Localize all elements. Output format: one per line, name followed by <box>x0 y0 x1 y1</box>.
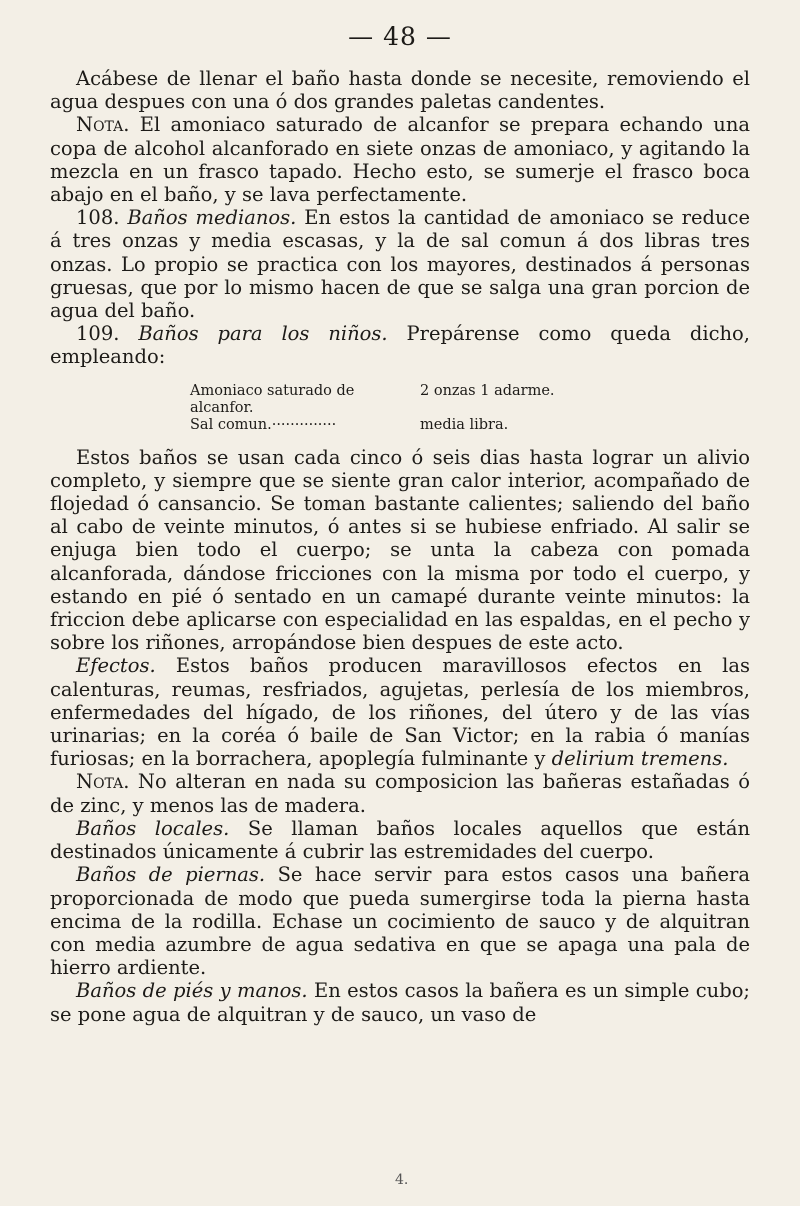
locales-title: Baños locales. <box>76 816 230 840</box>
recipe-row <box>190 383 750 417</box>
nota-label: Nota. <box>76 113 130 137</box>
piernas-text: Se hace servir para estos casos una bañera proporcionada de modo que pueda sumergirse toda la pierna hasta encima de la rodilla. Echase un cocimiento de sauco y de alquitran con media azumbre de agua sedativa en que se apaga una pala de hierro ardiente. <box>50 863 751 980</box>
paragraph-intro: Acábese de llenar el baño hasta donde se necesite, removiendo el agua despues con una ó dos grandes paletas candentes. <box>50 67 750 114</box>
pies-text: En estos casos la bañera es un simple cubo; se pone agua de alquitran y de sauco, un vaso de <box>50 979 751 1026</box>
piernas-title: Baños de piernas. <box>76 863 266 887</box>
paragraph-nota-1 <box>50 113 750 206</box>
section-title: Baños medianos. <box>127 206 297 230</box>
paragraph-usage: Estos baños se usan cada cinco ó seis dias hasta lograr un alivio completo, y siempre que se siente gran calor interior, acompañado de flojedad ó cansancio. Se toman bastante calientes; saliendo del baño al cabo de veinte minutos, ó antes si se hubiese enfriado. Al salir se enjuga bien todo el cuerpo; se unta la cabeza con pomada alcanforada, dándose fricciones con la misma por todo el cuerpo, y estando en pié ó sentado en un camapé durante veinte minutos: la friccion debe aplicarse con especialidad en las espaldas, en el pecho y sobre los riñones, arropándose bien despues de este acto. <box>50 445 750 655</box>
recipe-ingredient: Amoniaco saturado de alcanfor. <box>190 382 355 416</box>
locales-text: Se llaman baños locales aquellos que están destinados únicamente á cubrir las estremidades del cuerpo. <box>50 816 750 864</box>
recipe-quantity: media libra. <box>420 416 509 433</box>
paragraph-efectos <box>50 654 750 770</box>
recipe-ingredient: Sal comun.·············· <box>190 416 337 433</box>
page-number: — 48 — <box>348 22 452 51</box>
signature-mark: 4. <box>395 1172 409 1188</box>
paragraph-pies <box>50 979 750 1025</box>
paragraph-piernas <box>50 863 750 979</box>
section-text: Prepárense como queda dicho, empleando: <box>50 322 750 369</box>
section-number: 108. <box>76 206 128 230</box>
nota-text: El amoniaco saturado de alcanfor se prepara echando una copa de alcohol alcanforado en siete onzas de amoniaco, y agitando la mezcla en un frasco tapado. Hecho esto, se sumerje el frasco boca abajo en el baño, y se lava perfectamente. <box>50 113 750 207</box>
section-text: En estos la cantidad de amoniaco se reduce á tres onzas y media escasas, y la de sal comun á dos libras tres onzas. Lo propio se practica con los mayores, destinados á personas gruesas, que por lo mismo hacen de que se salga una gran porcion de agua del baño. <box>50 206 750 323</box>
recipe-row <box>190 417 750 434</box>
recipe-quantity: 2 onzas 1 adarme. <box>420 382 555 399</box>
efectos-text: Estos baños producen maravillosos efectos en las calenturas, reumas, resfriados, agujetas, perlesía de los miembros, enfermedades del hígado, de los riñones, del útero y de las vías urinarias; en la coréa ó baile de San Victor; en la rabia ó manías furiosas; en la borrachera, apoplegía fulminante y <box>50 654 750 771</box>
paragraph-nota-2 <box>50 770 750 816</box>
nota-text: No alteran en nada su composicion las bañeras estañadas ó de zinc, y menos las de madera. <box>50 770 750 817</box>
efectos-italic: delirium tremens. <box>551 747 729 771</box>
nota-label: Nota. <box>76 770 130 794</box>
section-109 <box>50 322 750 368</box>
paragraph-locales <box>50 817 750 863</box>
section-108 <box>50 206 750 322</box>
pies-title: Baños de piés y manos. <box>76 979 308 1003</box>
section-title: Baños para los niños. <box>138 322 388 346</box>
recipe-list <box>190 383 750 434</box>
book-page <box>50 22 750 1026</box>
efectos-title: Efectos. <box>76 654 156 678</box>
section-number: 109. <box>76 322 139 346</box>
